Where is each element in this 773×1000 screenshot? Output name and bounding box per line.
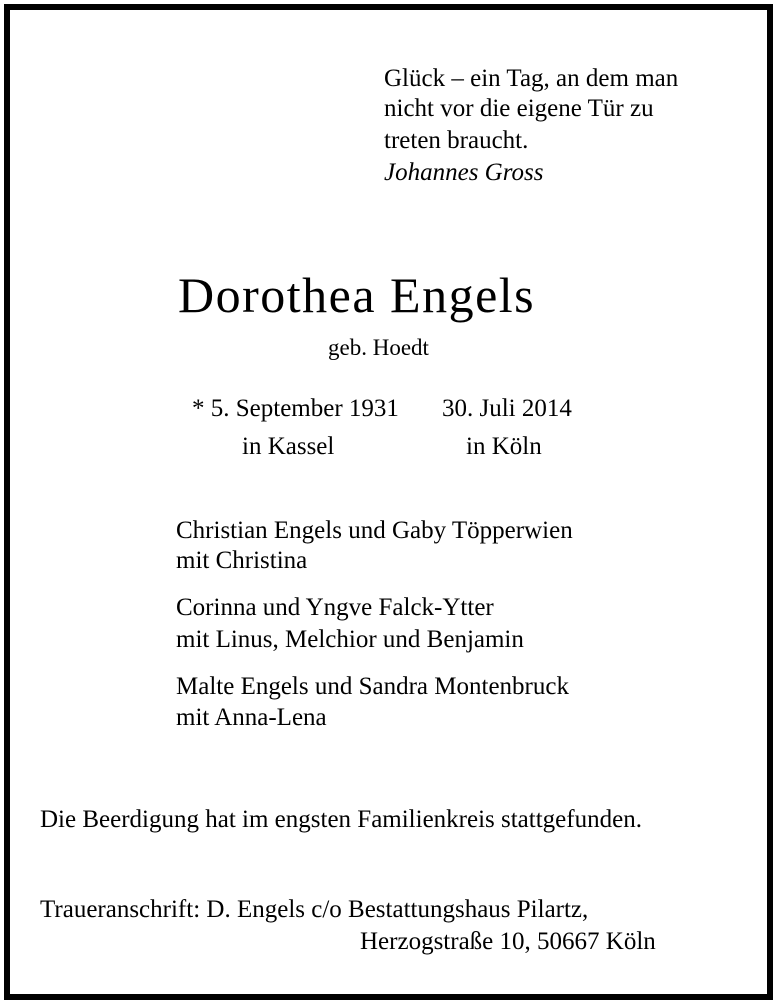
obituary-notice	[4, 4, 773, 1000]
birth-name: geb. Hoedt	[328, 335, 429, 360]
quote-line: nicht vor die eigene Tür zu	[384, 95, 654, 122]
death-date: 30. Juli 2014	[442, 395, 572, 422]
death-place: in Köln	[466, 433, 542, 460]
mourner-line: mit Anna-Lena	[176, 704, 327, 731]
address-line: Herzogstraße 10, 50667 Köln	[360, 928, 656, 955]
mourner-line: mit Christina	[176, 547, 308, 574]
mourner-line: Christian Engels und Gaby Töpperwien	[176, 517, 573, 544]
quote-line: Glück – ein Tag, an dem man	[384, 65, 679, 92]
quote-author: Johannes Gross	[384, 159, 544, 186]
birth-place: in Kassel	[242, 433, 335, 460]
mourner-line: Corinna und Yngve Falck-Ytter	[176, 594, 494, 621]
funeral-note: Die Beerdigung hat im engsten Familienkreis stattgefunden.	[40, 806, 642, 833]
mourner-line: mit Linus, Melchior und Benjamin	[176, 626, 524, 653]
mourner-line: Malte Engels und Sandra Montenbruck	[176, 673, 569, 700]
quote-line: treten braucht.	[384, 127, 529, 154]
birth-date: * 5. September 1931	[192, 395, 399, 422]
address-line: Traueranschrift: D. Engels c/o Bestattungshaus Pilartz,	[40, 896, 589, 923]
deceased-name: Dorothea Engels	[178, 267, 536, 323]
